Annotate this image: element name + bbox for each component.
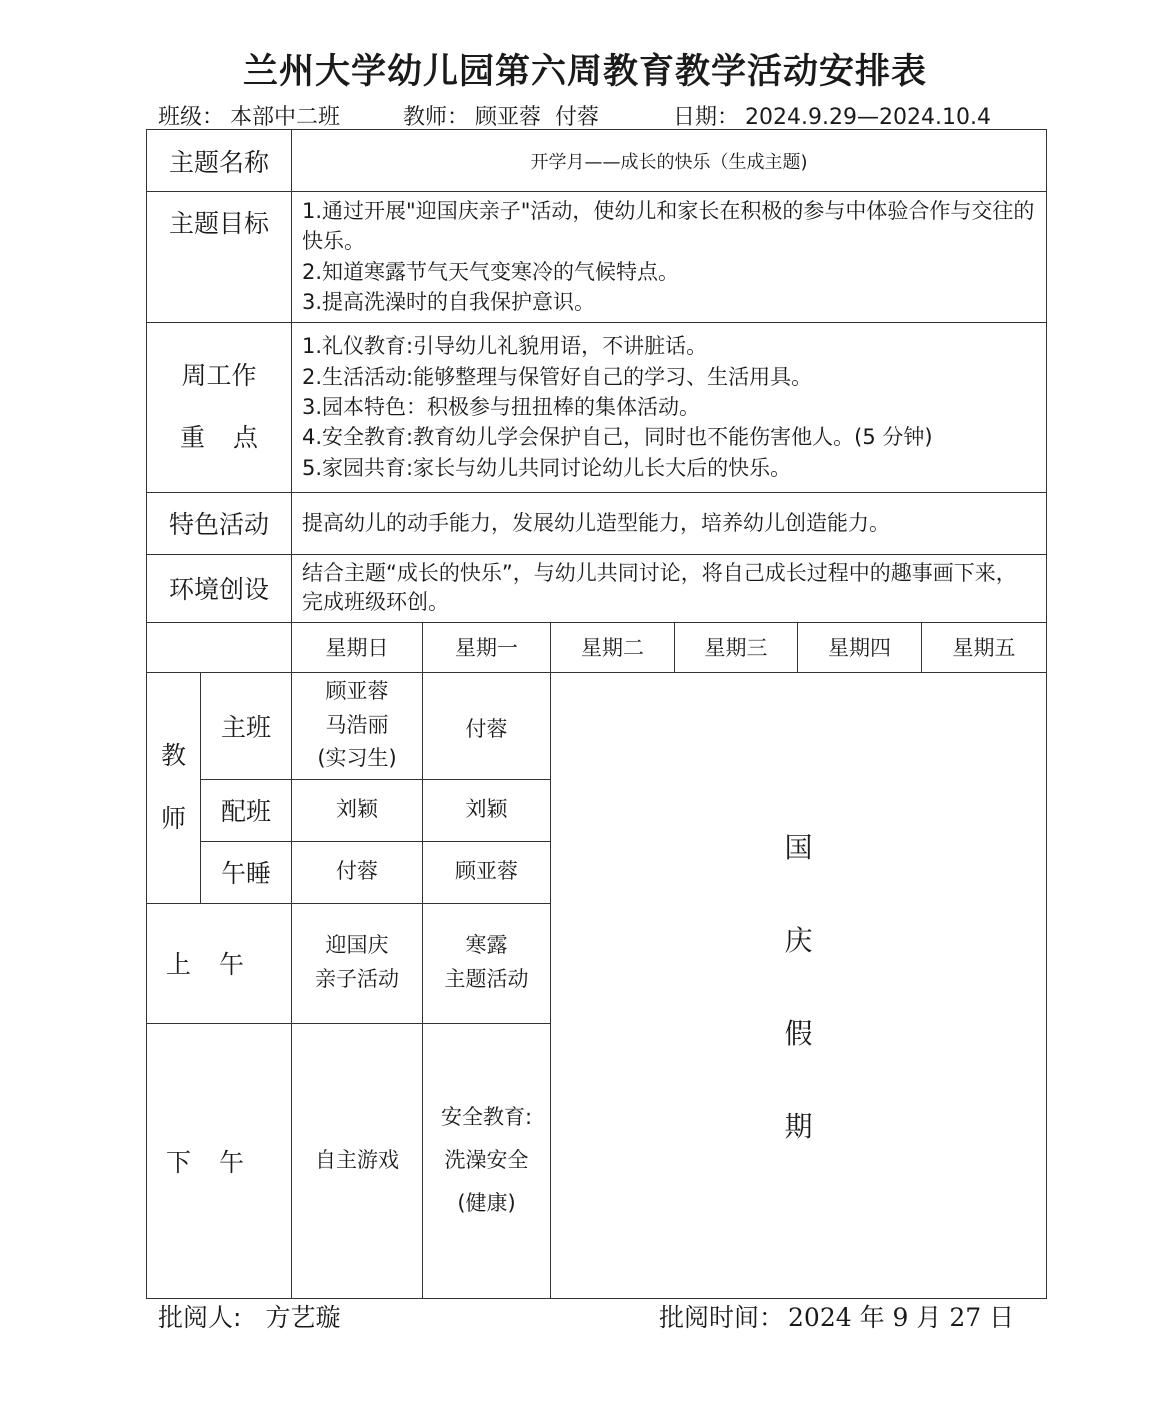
holiday-char: 庆 — [784, 923, 813, 957]
goals-label: 主题目标 — [147, 192, 292, 323]
focus-item: 3.园本特色：积极参与扭扭棒的集体活动。 — [302, 395, 701, 420]
holiday-char: 假 — [784, 1016, 813, 1050]
environment-label: 环境创设 — [147, 554, 292, 622]
theme-value: 开学月——成长的快乐（生成主题) — [292, 130, 1047, 192]
teacher-note: (实习生) — [317, 746, 397, 771]
feature-label: 特色活动 — [147, 492, 292, 554]
page-title: 兰州大学幼儿园第六周教育教学活动安排表 — [242, 52, 927, 92]
activity-line: 主题活动 — [444, 967, 529, 992]
days-header-row — [147, 622, 1047, 672]
activity-line: (健康) — [457, 1191, 516, 1216]
focus-label-line2: 重点 — [180, 423, 287, 453]
nap-teacher-monday: 顾亚蓉 — [423, 841, 551, 903]
nap-teacher-sunday: 付蓉 — [292, 841, 423, 903]
teacher-label: 教师： — [403, 105, 470, 130]
reviewer-value: 方艺璇 — [265, 1303, 341, 1332]
focus-item: 1.礼仪教育:引导幼儿礼貌用语，不讲脏话。 — [302, 334, 708, 359]
teacher-name: 顾亚蓉 — [325, 679, 389, 704]
date-info — [673, 100, 991, 131]
day-monday: 星期一 — [423, 622, 551, 672]
review-time-value: 2024 年 9 月 27 日 — [788, 1303, 1015, 1332]
holiday-char: 期 — [784, 1109, 813, 1143]
goal-item: 2.知道寒露节气天气变寒冷的气候特点。 — [302, 259, 680, 284]
class-label: 班级： — [158, 105, 225, 130]
focus-label — [147, 322, 292, 492]
assist-teacher-label: 配班 — [201, 779, 292, 841]
assist-teacher-sunday: 刘颖 — [292, 779, 423, 841]
day-friday: 星期五 — [922, 622, 1047, 672]
goals-content — [292, 192, 1047, 323]
class-value: 本部中二班 — [230, 105, 341, 130]
schedule-table — [146, 129, 1047, 1299]
activity-line: 安全教育: — [440, 1104, 533, 1129]
activity-line: 亲子活动 — [315, 967, 400, 992]
goal-item: 1.通过开展"迎国庆亲子"活动，使幼儿和家长在积极的参与中体验合作与交往的快乐。 — [302, 199, 1035, 254]
afternoon-sunday: 自主游戏 — [292, 1023, 423, 1298]
nap-teacher-label: 午睡 — [201, 841, 292, 903]
focus-label-line1: 周工作 — [181, 360, 257, 390]
class-info — [158, 100, 340, 131]
morning-label: 上午 — [147, 903, 292, 1023]
national-day-holiday — [551, 672, 1047, 1298]
feature-row — [147, 492, 1047, 554]
goals-row — [147, 192, 1047, 323]
teacher-group-label — [147, 672, 201, 903]
holiday-char: 国 — [784, 830, 813, 864]
morning-monday — [423, 903, 551, 1023]
day-wednesday: 星期三 — [675, 622, 798, 672]
main-teacher-row — [147, 672, 1047, 779]
focus-row — [147, 322, 1047, 492]
activity-line: 洗澡安全 — [444, 1148, 529, 1172]
focus-item: 5.家园共育:家长与幼儿共同讨论幼儿长大后的快乐。 — [302, 455, 792, 480]
focus-item: 4.安全教育:教育幼儿学会保护自己，同时也不能伤害他人。(5 分钟) — [302, 425, 933, 450]
goal-item: 3.提高洗澡时的自我保护意识。 — [302, 290, 596, 315]
focus-item: 2.生活活动:能够整理与保管好自己的学习、生活用具。 — [302, 364, 813, 389]
review-time-label: 批阅时间： — [659, 1303, 785, 1332]
feature-value: 提高幼儿的动手能力，发展幼儿造型能力，培养幼儿创造能力。 — [292, 492, 1047, 554]
date-value: 2024.9.29—2024.10.4 — [745, 105, 991, 130]
reviewer-label: 批阅人: — [158, 1303, 242, 1332]
corner-cell — [147, 622, 292, 672]
assist-teacher-monday: 刘颖 — [423, 779, 551, 841]
afternoon-label: 下午 — [147, 1023, 292, 1298]
teacher-group-label-line1: 教 — [160, 741, 186, 771]
date-label: 日期： — [673, 105, 740, 130]
teacher-name: 马浩丽 — [325, 712, 389, 737]
afternoon-monday — [423, 1023, 551, 1298]
teacher-value: 顾亚蓉 付蓉 — [475, 105, 600, 130]
review-time-info — [659, 1298, 1014, 1334]
focus-content — [292, 322, 1047, 492]
main-teacher-monday: 付蓉 — [423, 672, 551, 779]
activity-line: 迎国庆 — [325, 933, 389, 958]
main-teacher-label: 主班 — [201, 672, 292, 779]
day-thursday: 星期四 — [798, 622, 922, 672]
environment-value: 结合主题“成长的快乐”，与幼儿共同讨论，将自己成长过程中的趣事画下来，完成班级环创。 — [292, 554, 1047, 622]
theme-row — [147, 130, 1047, 192]
environment-row — [147, 554, 1047, 622]
day-tuesday: 星期二 — [551, 622, 675, 672]
activity-line: 寒露 — [465, 933, 508, 958]
reviewer-info — [158, 1298, 340, 1334]
teacher-group-label-line2: 师 — [160, 803, 186, 833]
theme-label: 主题名称 — [147, 130, 292, 192]
teacher-info — [403, 100, 599, 131]
morning-sunday — [292, 903, 423, 1023]
main-teacher-sunday — [292, 672, 423, 779]
day-sunday: 星期日 — [292, 622, 423, 672]
